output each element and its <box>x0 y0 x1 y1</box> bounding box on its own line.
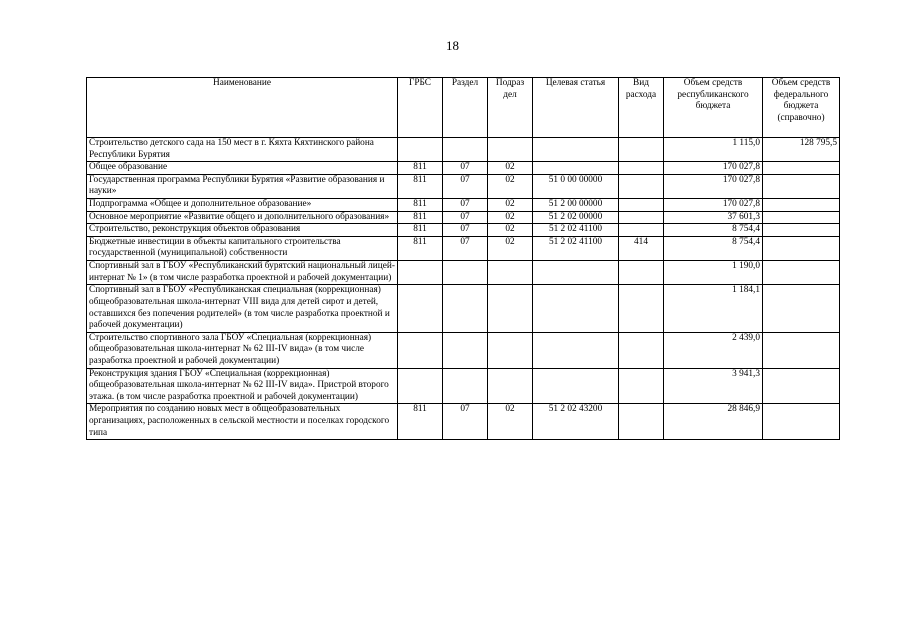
cell-expense-type <box>619 138 664 162</box>
cell-subsection: 02 <box>488 174 533 198</box>
cell-federal-budget <box>763 162 840 175</box>
cell-target-article <box>533 332 619 368</box>
cell-name: Общее образование <box>87 162 398 175</box>
cell-section <box>443 138 488 162</box>
cell-republican-budget: 8 754,4 <box>664 236 763 260</box>
cell-name: Строительство, реконструкция объектов образования <box>87 224 398 237</box>
cell-expense-type <box>619 162 664 175</box>
cell-section: 07 <box>443 199 488 212</box>
cell-republican-budget: 1 190,0 <box>664 261 763 285</box>
cell-expense-type <box>619 404 664 440</box>
table-header-row <box>87 78 840 138</box>
cell-section <box>443 261 488 285</box>
cell-republican-budget: 170 027,8 <box>664 174 763 198</box>
cell-grbs: 811 <box>398 224 443 237</box>
cell-grbs: 811 <box>398 174 443 198</box>
cell-target-article <box>533 138 619 162</box>
cell-name: Мероприятия по созданию новых мест в общеобразовательных организациях, расположенных в сельской местности и поселках городского типа <box>87 404 398 440</box>
table-body <box>87 138 840 440</box>
cell-expense-type: 414 <box>619 236 664 260</box>
cell-section <box>443 368 488 404</box>
cell-federal-budget: 128 795,5 <box>763 138 840 162</box>
table-row <box>87 261 840 285</box>
cell-federal-budget <box>763 224 840 237</box>
cell-republican-budget: 37 601,3 <box>664 211 763 224</box>
cell-subsection <box>488 368 533 404</box>
table-row <box>87 236 840 260</box>
cell-section: 07 <box>443 174 488 198</box>
cell-subsection <box>488 138 533 162</box>
cell-name: Подпрограмма «Общее и дополнительное образование» <box>87 199 398 212</box>
cell-name: Бюджетные инвестиции в объекты капитального строительства государственной (муниципальной) собственности <box>87 236 398 260</box>
cell-target-article <box>533 285 619 332</box>
cell-expense-type <box>619 261 664 285</box>
cell-federal-budget <box>763 285 840 332</box>
table-row <box>87 199 840 212</box>
cell-target-article: 51 2 02 00000 <box>533 211 619 224</box>
cell-republican-budget: 8 754,4 <box>664 224 763 237</box>
header-expense-type: Вид расхода <box>619 78 664 138</box>
cell-federal-budget <box>763 174 840 198</box>
cell-name: Государственная программа Республики Бурятия «Развитие образования и науки» <box>87 174 398 198</box>
cell-grbs <box>398 285 443 332</box>
page-number: 18 <box>446 38 459 53</box>
cell-target-article: 51 0 00 00000 <box>533 174 619 198</box>
table-row <box>87 138 840 162</box>
cell-subsection: 02 <box>488 199 533 212</box>
cell-republican-budget: 1 115,0 <box>664 138 763 162</box>
cell-grbs: 811 <box>398 211 443 224</box>
cell-expense-type <box>619 224 664 237</box>
table-row <box>87 174 840 198</box>
cell-subsection <box>488 285 533 332</box>
header-republican-budget: Объем средств республиканского бюджета <box>664 78 763 138</box>
budget-table <box>86 77 840 440</box>
cell-federal-budget <box>763 261 840 285</box>
cell-target-article <box>533 368 619 404</box>
cell-section: 07 <box>443 236 488 260</box>
table-row <box>87 162 840 175</box>
cell-name: Спортивный зал в ГБОУ «Республиканская специальная (коррекционная) общеобразовательная школа-интернат VIII вида для детей сирот и детей, оставшихся без попечения родителей» (в том числе разработка проектной и рабочей документации) <box>87 285 398 332</box>
header-target-article: Целевая статья <box>533 78 619 138</box>
cell-federal-budget <box>763 332 840 368</box>
cell-section <box>443 332 488 368</box>
cell-federal-budget <box>763 404 840 440</box>
cell-grbs: 811 <box>398 199 443 212</box>
cell-federal-budget <box>763 236 840 260</box>
cell-target-article <box>533 261 619 285</box>
cell-subsection: 02 <box>488 224 533 237</box>
cell-section: 07 <box>443 211 488 224</box>
cell-expense-type <box>619 174 664 198</box>
cell-grbs: 811 <box>398 162 443 175</box>
cell-expense-type <box>619 199 664 212</box>
cell-expense-type <box>619 368 664 404</box>
table-row <box>87 211 840 224</box>
cell-republican-budget: 1 184,1 <box>664 285 763 332</box>
cell-target-article: 51 2 00 00000 <box>533 199 619 212</box>
cell-name: Основное мероприятие «Развитие общего и дополнительного образования» <box>87 211 398 224</box>
cell-grbs <box>398 332 443 368</box>
table-row <box>87 285 840 332</box>
cell-republican-budget: 3 941,3 <box>664 368 763 404</box>
cell-target-article: 51 2 02 43200 <box>533 404 619 440</box>
cell-grbs <box>398 368 443 404</box>
cell-section: 07 <box>443 224 488 237</box>
cell-section: 07 <box>443 162 488 175</box>
cell-target-article: 51 2 02 41100 <box>533 224 619 237</box>
cell-target-article <box>533 162 619 175</box>
header-subsection: Подраз дел <box>488 78 533 138</box>
cell-grbs <box>398 138 443 162</box>
header-grbs: ГРБС <box>398 78 443 138</box>
header-name: Наименование <box>87 78 398 138</box>
cell-subsection: 02 <box>488 162 533 175</box>
cell-grbs: 811 <box>398 236 443 260</box>
cell-name: Строительство спортивного зала ГБОУ «Специальная (коррекционная) общеобразовательная школа-интернат № 62 III-IV вида» (в том числе разработка проектной и рабочей документации) <box>87 332 398 368</box>
cell-republican-budget: 28 846,9 <box>664 404 763 440</box>
cell-expense-type <box>619 332 664 368</box>
cell-subsection: 02 <box>488 236 533 260</box>
cell-subsection: 02 <box>488 211 533 224</box>
table-row <box>87 332 840 368</box>
cell-republican-budget: 2 439,0 <box>664 332 763 368</box>
cell-federal-budget <box>763 199 840 212</box>
cell-republican-budget: 170 027,8 <box>664 199 763 212</box>
cell-name: Спортивный зал в ГБОУ «Республиканский бурятский национальный лицей-интернат № 1» (в том числе разработка проектной и рабочей документации) <box>87 261 398 285</box>
cell-federal-budget <box>763 368 840 404</box>
table-row <box>87 368 840 404</box>
cell-subsection <box>488 261 533 285</box>
cell-section: 07 <box>443 404 488 440</box>
cell-grbs: 811 <box>398 404 443 440</box>
cell-target-article: 51 2 02 41100 <box>533 236 619 260</box>
cell-name: Строительство детского сада на 150 мест в г. Кяхта Кяхтинского района Республики Бурятия <box>87 138 398 162</box>
cell-grbs <box>398 261 443 285</box>
cell-republican-budget: 170 027,8 <box>664 162 763 175</box>
cell-name: Реконструкция здания ГБОУ «Специальная (коррекционная) общеобразовательная школа-интернат № 62 III-IV вида». Пристрой второго этажа. (в том числе разработка проектной и рабочей документации) <box>87 368 398 404</box>
table-row <box>87 404 840 440</box>
header-section: Раздел <box>443 78 488 138</box>
cell-subsection <box>488 332 533 368</box>
table-row <box>87 224 840 237</box>
cell-section <box>443 285 488 332</box>
header-federal-budget: Объем средств федерального бюджета (справочно) <box>763 78 840 138</box>
cell-expense-type <box>619 211 664 224</box>
cell-subsection: 02 <box>488 404 533 440</box>
cell-federal-budget <box>763 211 840 224</box>
cell-expense-type <box>619 285 664 332</box>
